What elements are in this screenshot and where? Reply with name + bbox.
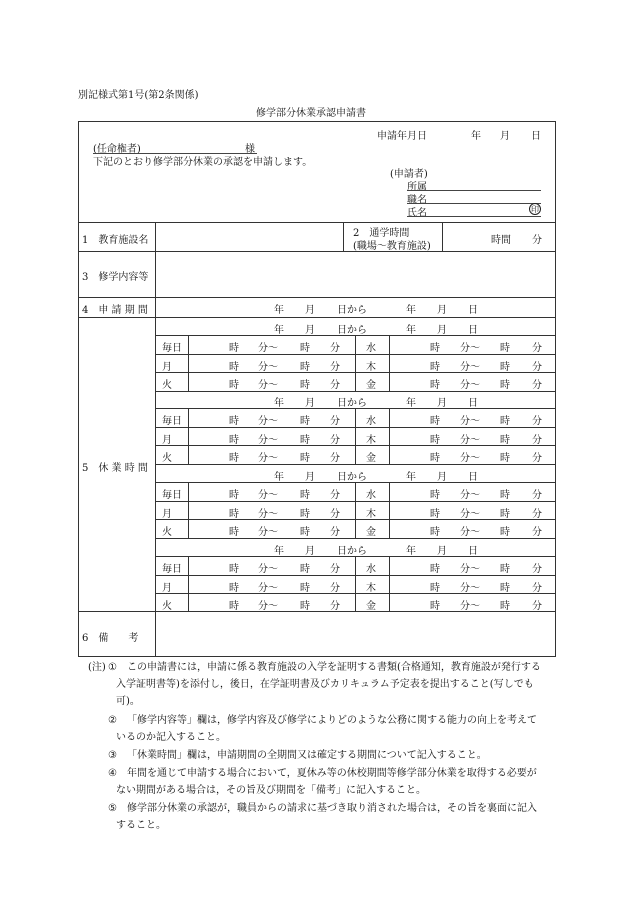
time-ji: 時 <box>500 490 510 501</box>
time-fun: 分 <box>330 601 340 612</box>
row-commute-sub: (職場～教育施設) <box>353 241 431 252</box>
note-1-line: この申請書には，申請に係る教育施設の入学を証明する書類(合格通知，教育施設が発行する <box>127 662 541 673</box>
time-ji: 時 <box>430 601 440 612</box>
time-ji: 時 <box>500 416 510 427</box>
time-ji: 時 <box>300 601 310 612</box>
time-fun-kara: 分～ <box>258 527 278 538</box>
time-fun: 分 <box>532 380 542 391</box>
time-ji: 時 <box>430 362 440 373</box>
rule <box>78 297 556 298</box>
time-ji: 時 <box>430 583 440 594</box>
time-ji: 時 <box>229 453 239 464</box>
time-fun-kara: 分～ <box>258 416 278 427</box>
day-label: 月 <box>162 362 172 373</box>
time-ji: 時 <box>229 435 239 446</box>
day-label: 月 <box>162 509 172 520</box>
block-period-text: 年 <box>274 472 284 483</box>
block-period-text: 月 <box>305 325 315 336</box>
block-period-text: 年 <box>274 325 284 336</box>
time-fun: 分 <box>532 416 542 427</box>
time-ji: 時 <box>500 343 510 354</box>
period-text: 年 <box>274 305 284 316</box>
time-ji: 時 <box>500 601 510 612</box>
apply-month-label: 月 <box>500 131 510 142</box>
time-fun: 分 <box>532 435 542 446</box>
day-label: 水 <box>366 343 376 354</box>
grid-col <box>188 335 189 391</box>
grid-col <box>389 408 390 464</box>
affiliation-underline <box>407 190 541 191</box>
apply-day-label: 日 <box>531 131 541 142</box>
grid-col <box>389 335 390 391</box>
time-ji: 時 <box>430 416 440 427</box>
time-ji: 時 <box>430 453 440 464</box>
day-label: 金 <box>366 601 376 612</box>
position-underline <box>407 203 541 204</box>
block-period-text: 年 <box>406 472 416 483</box>
time-ji: 時 <box>300 509 310 520</box>
block-period-text: 月 <box>305 472 315 483</box>
block-period-text: 日から <box>337 398 367 409</box>
time-ji: 時 <box>300 564 310 575</box>
time-fun: 分 <box>532 583 542 594</box>
time-fun: 分 <box>330 343 340 354</box>
grid-col <box>188 556 189 612</box>
block-period-text: 月 <box>437 472 447 483</box>
block-period-text: 日から <box>337 546 367 557</box>
period-text: 年 <box>406 305 416 316</box>
affiliation-label: 所属 <box>407 182 427 193</box>
grid-col <box>389 482 390 538</box>
time-fun: 分 <box>532 564 542 575</box>
col-divider <box>343 222 344 251</box>
block-period-text: 年 <box>274 398 284 409</box>
day-label: 木 <box>366 509 376 520</box>
day-label: 月 <box>162 583 172 594</box>
time-fun-kara: 分～ <box>258 601 278 612</box>
time-fun: 分 <box>330 509 340 520</box>
day-label: 木 <box>366 583 376 594</box>
note-1-line: 入学証明書等)を添付し，後日，在学証明書及びカリキュラム予定表を提出すること(写しでも <box>116 679 534 690</box>
time-fun: 分 <box>532 509 542 520</box>
rule <box>78 317 556 318</box>
time-fun: 分 <box>532 453 542 464</box>
time-ji: 時 <box>300 380 310 391</box>
day-label: 火 <box>162 601 172 612</box>
time-fun-kara: 分～ <box>460 564 480 575</box>
time-fun: 分 <box>330 362 340 373</box>
time-fun: 分 <box>330 564 340 575</box>
day-label: 木 <box>366 435 376 446</box>
time-fun: 分 <box>532 490 542 501</box>
time-fun: 分 <box>330 416 340 427</box>
time-ji: 時 <box>229 416 239 427</box>
time-fun-kara: 分～ <box>460 362 480 373</box>
note-2-line: いるのか記入すること。 <box>116 732 226 743</box>
day-label: 火 <box>162 380 172 391</box>
period-text: 日 <box>468 305 478 316</box>
block-period-text: 月 <box>305 398 315 409</box>
block-period-text: 日 <box>468 546 478 557</box>
grid-rule <box>155 538 556 539</box>
block-period-text: 月 <box>437 546 447 557</box>
time-fun: 分 <box>532 601 542 612</box>
time-ji: 時 <box>500 583 510 594</box>
time-ji: 時 <box>430 343 440 354</box>
commute-hours-label: 時間 <box>491 235 511 246</box>
grid-col <box>188 408 189 464</box>
time-fun: 分 <box>330 527 340 538</box>
day-label: 火 <box>162 453 172 464</box>
note-5-line: すること。 <box>116 820 166 831</box>
rule <box>78 611 556 612</box>
time-fun: 分 <box>330 453 340 464</box>
day-label: 毎日 <box>162 416 182 427</box>
day-label: 毎日 <box>162 564 182 575</box>
time-ji: 時 <box>500 453 510 464</box>
time-ji: 時 <box>300 343 310 354</box>
time-ji: 時 <box>229 564 239 575</box>
block-period-text: 日 <box>468 325 478 336</box>
block-period-text: 年 <box>406 325 416 336</box>
time-ji: 時 <box>430 564 440 575</box>
time-fun-kara: 分～ <box>258 490 278 501</box>
seal-mark: 印 <box>531 205 539 214</box>
time-fun-kara: 分～ <box>258 583 278 594</box>
block-period-text: 日から <box>337 472 367 483</box>
rule <box>78 222 556 223</box>
time-fun-kara: 分～ <box>258 380 278 391</box>
time-ji: 時 <box>229 583 239 594</box>
time-fun-kara: 分～ <box>460 490 480 501</box>
day-label: 水 <box>366 490 376 501</box>
time-ji: 時 <box>229 343 239 354</box>
time-fun-kara: 分～ <box>258 453 278 464</box>
row-leave-time-label: 5 休 業 時 間 <box>82 463 148 474</box>
day-label: 毎日 <box>162 343 182 354</box>
block-period-text: 月 <box>437 325 447 336</box>
time-ji: 時 <box>300 527 310 538</box>
time-fun: 分 <box>532 527 542 538</box>
note-3-line: 「休業時間」欄は，申請期間の全期間又は確定する期間について記入すること。 <box>127 750 487 761</box>
row-content-label: 3 修学内容等 <box>82 272 149 283</box>
time-ji: 時 <box>500 380 510 391</box>
time-fun: 分 <box>532 362 542 373</box>
grid-rule <box>155 464 556 465</box>
time-ji: 時 <box>229 380 239 391</box>
block-period-text: 月 <box>437 398 447 409</box>
form-frame <box>78 121 556 657</box>
time-ji: 時 <box>300 362 310 373</box>
day-label: 毎日 <box>162 490 182 501</box>
col-divider <box>155 222 156 657</box>
day-label: 火 <box>162 527 172 538</box>
block-period-text: 日から <box>337 325 367 336</box>
grid-col <box>355 335 356 391</box>
time-ji: 時 <box>430 527 440 538</box>
block-period-text: 年 <box>406 546 416 557</box>
time-fun: 分 <box>532 343 542 354</box>
time-fun-kara: 分～ <box>460 453 480 464</box>
time-ji: 時 <box>500 509 510 520</box>
time-fun: 分 <box>330 490 340 501</box>
applicant-label: (申請者) <box>390 169 428 180</box>
note-4-num: ④ <box>108 768 117 779</box>
block-period-text: 月 <box>305 546 315 557</box>
row-period-label: 4 申 請 期 間 <box>82 305 148 316</box>
col-divider <box>442 222 443 251</box>
note-4-line: ない期間がある場合は，その旨及び期間を「備考」に記入すること。 <box>116 785 426 796</box>
grid-col <box>188 482 189 538</box>
row-commute-label: 2 通学時間 <box>353 228 410 239</box>
note-4-line: 年間を通じて申請する場合において，夏休み等の休校期間等修学部分休業を取得する必要が <box>127 768 537 779</box>
time-ji: 時 <box>300 490 310 501</box>
form-code: 別記様式第1号(第2条関係) <box>78 90 199 101</box>
time-ji: 時 <box>430 490 440 501</box>
day-label: 水 <box>366 564 376 575</box>
time-fun-kara: 分～ <box>460 435 480 446</box>
time-ji: 時 <box>300 583 310 594</box>
period-text: 月 <box>305 305 315 316</box>
grid-rule <box>155 391 556 392</box>
time-fun-kara: 分～ <box>258 362 278 373</box>
grid-col <box>355 482 356 538</box>
day-label: 月 <box>162 435 172 446</box>
apply-year-label: 年 <box>471 131 481 142</box>
time-fun-kara: 分～ <box>460 380 480 391</box>
grid-col <box>389 556 390 612</box>
name-label: 氏名 <box>407 208 427 219</box>
row-institution-label: 1 教育施設名 <box>82 235 149 246</box>
note-3-num: ③ <box>108 750 117 761</box>
day-label: 水 <box>366 416 376 427</box>
rule <box>78 251 556 252</box>
note-5-line: 修学部分休業の承認が，職員からの請求に基づき取り消された場合は，その旨を裏面に記入 <box>127 803 537 814</box>
time-ji: 時 <box>300 453 310 464</box>
time-ji: 時 <box>300 435 310 446</box>
time-fun-kara: 分～ <box>460 343 480 354</box>
appointer-label: (任命権者) <box>93 144 141 155</box>
time-ji: 時 <box>500 435 510 446</box>
time-ji: 時 <box>229 362 239 373</box>
commute-minutes-label: 分 <box>532 235 542 246</box>
intro-text: 下記のとおり修学部分休業の承認を申請します。 <box>93 157 313 168</box>
time-fun-kara: 分～ <box>258 564 278 575</box>
block-period-text: 年 <box>406 398 416 409</box>
time-fun-kara: 分～ <box>460 527 480 538</box>
form-title: 修学部分休業承認申請書 <box>256 108 366 119</box>
time-ji: 時 <box>300 416 310 427</box>
time-ji: 時 <box>229 601 239 612</box>
note-2-num: ② <box>108 715 117 726</box>
time-fun-kara: 分～ <box>258 435 278 446</box>
day-label: 金 <box>366 380 376 391</box>
position-label: 職名 <box>407 195 427 206</box>
time-ji: 時 <box>500 362 510 373</box>
note-1-line: 可)。 <box>116 696 140 707</box>
notes-prefix: (注) <box>88 662 106 673</box>
day-label: 金 <box>366 453 376 464</box>
period-text: 日から <box>337 305 367 316</box>
time-fun: 分 <box>330 583 340 594</box>
time-ji: 時 <box>229 509 239 520</box>
time-ji: 時 <box>430 435 440 446</box>
apply-date-label: 申請年月日 <box>377 131 427 142</box>
time-fun-kara: 分～ <box>460 583 480 594</box>
day-label: 金 <box>366 527 376 538</box>
time-ji: 時 <box>229 527 239 538</box>
time-ji: 時 <box>500 527 510 538</box>
note-5-num: ⑤ <box>108 803 117 814</box>
time-fun-kara: 分～ <box>258 343 278 354</box>
note-1-num: ① <box>108 662 117 673</box>
time-fun: 分 <box>330 435 340 446</box>
sama-label: 様 <box>245 144 255 155</box>
block-period-text: 日 <box>468 472 478 483</box>
time-ji: 時 <box>430 509 440 520</box>
time-fun-kara: 分～ <box>460 601 480 612</box>
time-fun-kara: 分～ <box>258 509 278 520</box>
name-underline <box>407 216 541 217</box>
grid-col <box>355 408 356 464</box>
day-label: 木 <box>366 362 376 373</box>
note-2-line: 「修学内容等」欄は，修学内容及び修学によりどのような公務に関する能力の向上を考えて <box>127 715 537 726</box>
row-remarks-label: 6 備 考 <box>82 633 139 644</box>
period-text: 月 <box>437 305 447 316</box>
time-fun-kara: 分～ <box>460 416 480 427</box>
block-period-text: 日 <box>468 398 478 409</box>
block-period-text: 年 <box>274 546 284 557</box>
time-ji: 時 <box>500 564 510 575</box>
time-ji: 時 <box>229 490 239 501</box>
grid-col <box>355 556 356 612</box>
time-ji: 時 <box>430 380 440 391</box>
time-fun-kara: 分～ <box>460 509 480 520</box>
time-fun: 分 <box>330 380 340 391</box>
